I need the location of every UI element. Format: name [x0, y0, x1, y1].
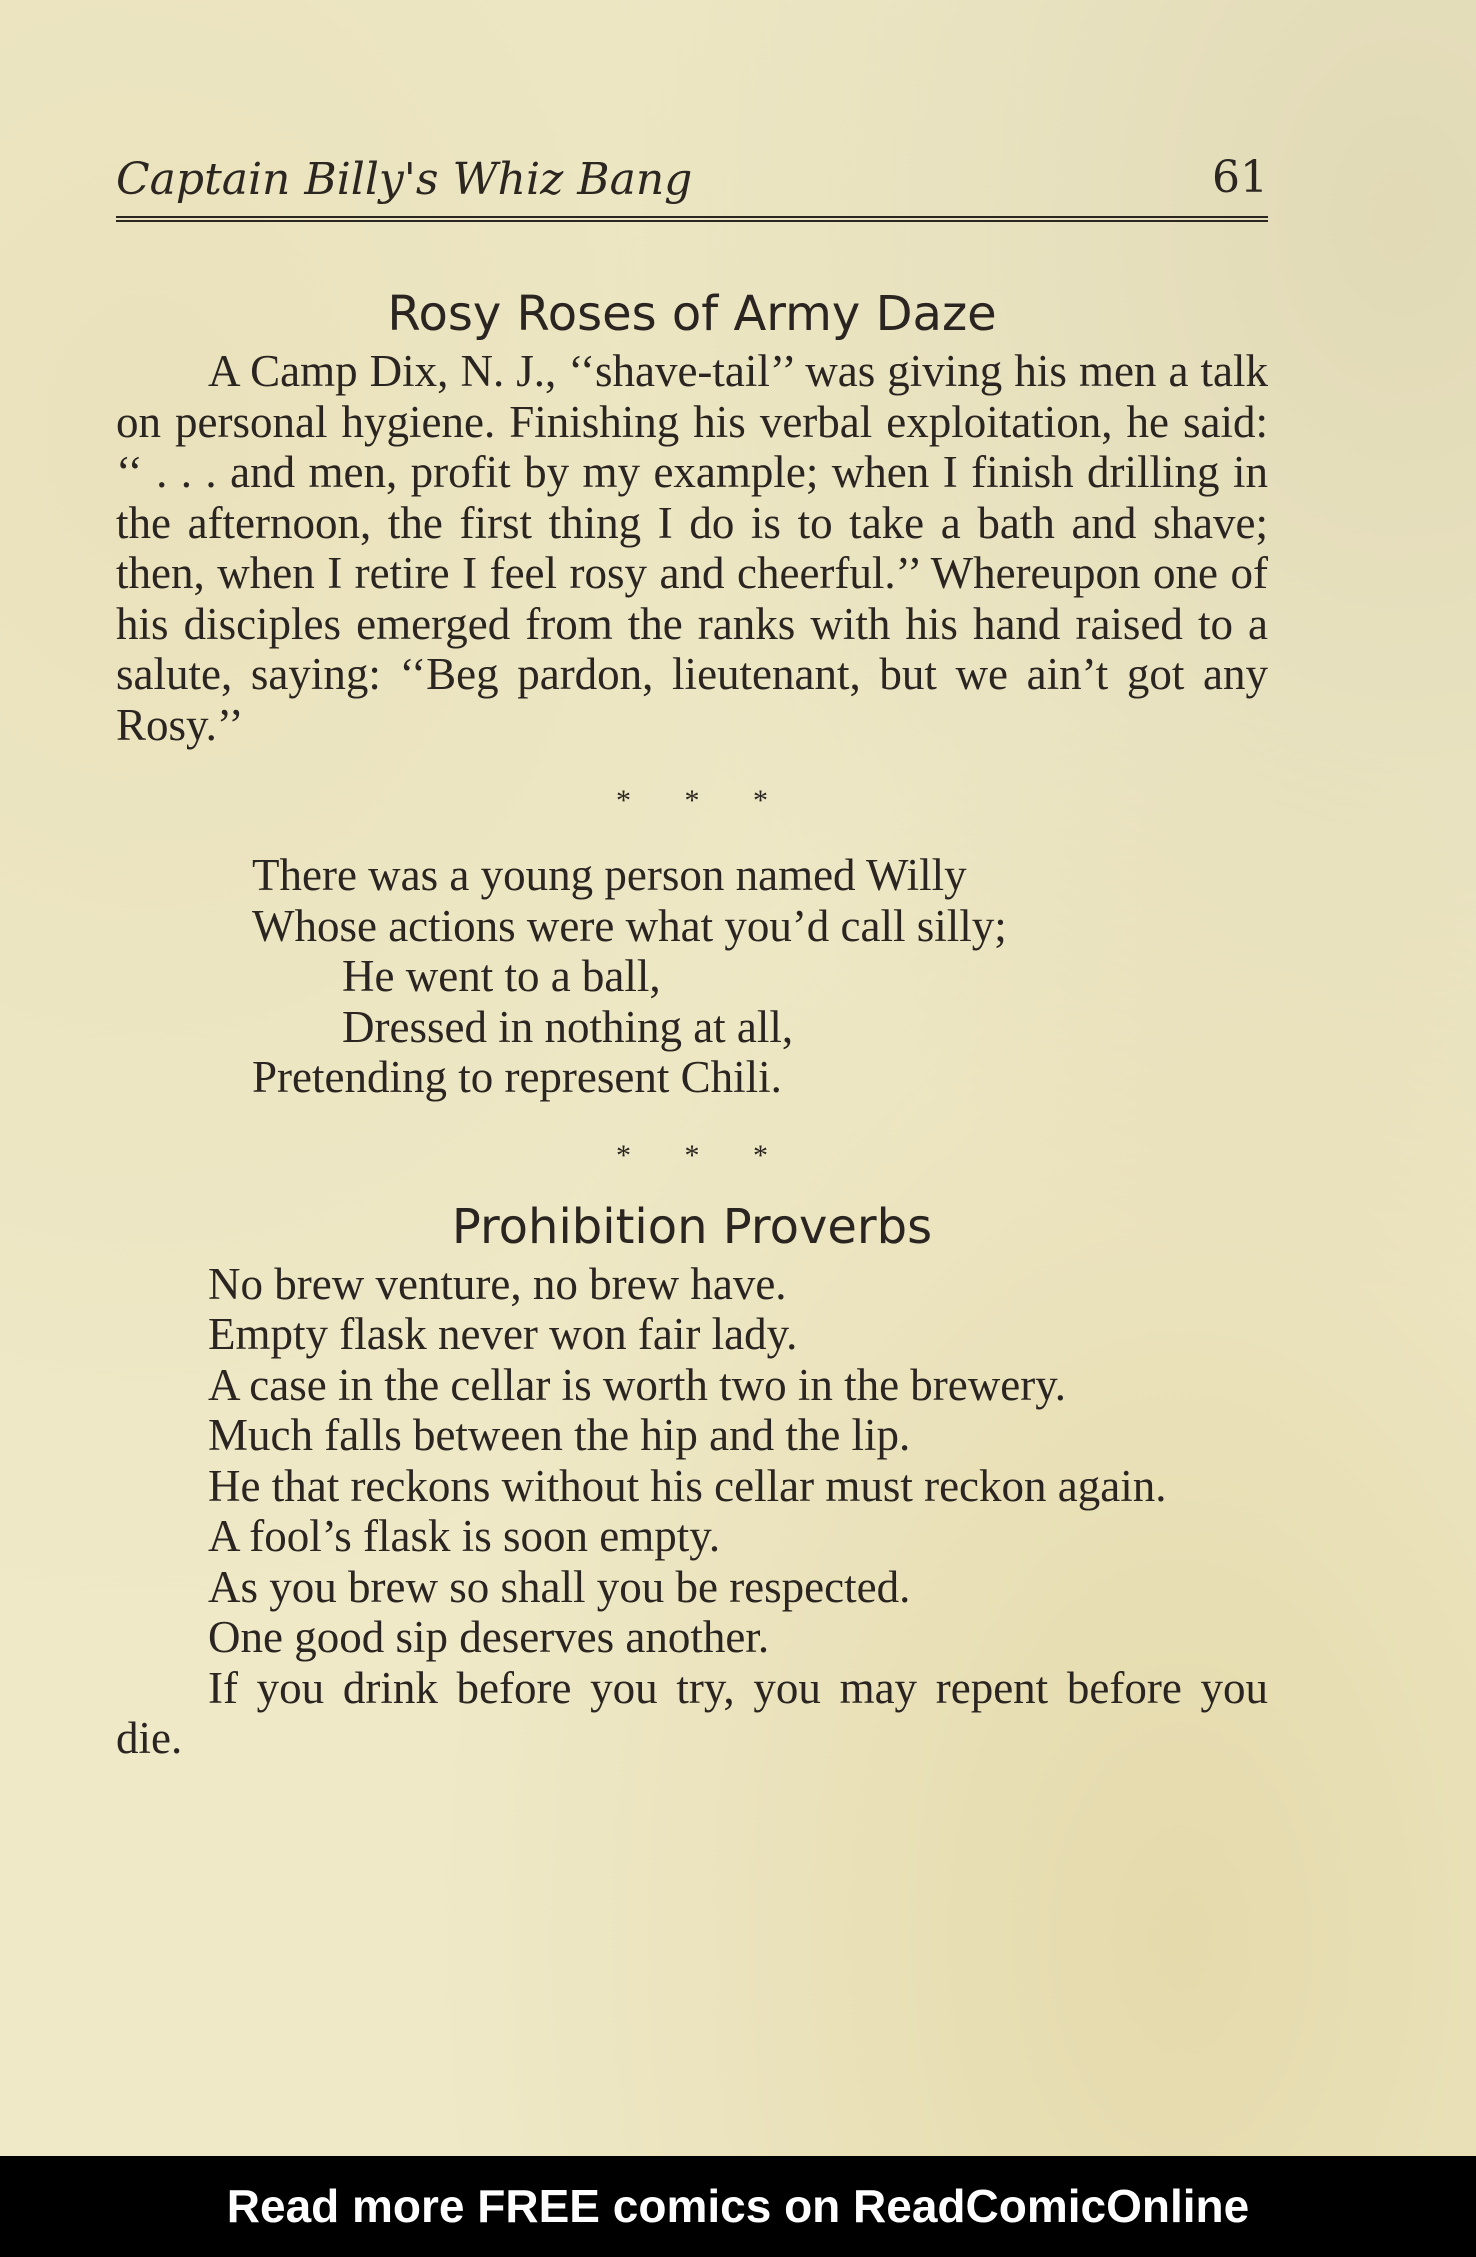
- proverb-item: A fool’s flask is soon empty.: [208, 1511, 721, 1561]
- section-separator: * * *: [616, 784, 768, 817]
- limerick-line: Dressed in nothing at all,: [342, 1001, 794, 1052]
- limerick-line: He went to a ball,: [342, 951, 661, 1001]
- proverb-item: He that reckons without his cellar must reckon again.: [208, 1460, 1167, 1511]
- proverbs-list: [116, 1259, 1268, 1764]
- proverb-item: If you drink before you try, you may repent before you die.: [116, 1662, 1268, 1763]
- proverb-item: One good sip deserves another.: [208, 1612, 770, 1662]
- limerick-line: There was a young person named Willy: [252, 850, 967, 900]
- footer-banner[interactable]: [0, 2156, 1476, 2257]
- proverb-item: A case in the cellar is worth two in the brewery.: [208, 1359, 1067, 1410]
- proverb-item: No brew venture, no brew have.: [208, 1258, 787, 1309]
- story-title: Rosy Roses of Army Daze: [387, 286, 997, 342]
- proverb-item: As you brew so shall you be respected.: [208, 1561, 911, 1612]
- proverbs-title: Prohibition Proverbs: [451, 1198, 933, 1255]
- limerick-line: Whose actions were what you’d call silly;: [252, 900, 1007, 951]
- limerick-line: Pretending to represent Chili.: [252, 1052, 782, 1102]
- proverb-item: Empty flask never won fair lady.: [208, 1309, 798, 1359]
- page-content: [116, 282, 1268, 1764]
- page-number: 61: [1212, 152, 1268, 203]
- running-header: [116, 152, 1268, 222]
- limerick: [116, 850, 1268, 1103]
- section-separator: * * *: [616, 1138, 768, 1172]
- proverb-item: Much falls between the hip and the lip.: [208, 1410, 911, 1460]
- running-title: Captain Billy's Whiz Bang: [116, 154, 693, 205]
- read-more-link[interactable]: Read more FREE comics on ReadComicOnline: [226, 2180, 1250, 2232]
- story-paragraph: A Camp Dix, N. J., ‘‘shave-tail’’ was giving his men a talk on personal hygiene. Finishing his verbal exploitation, he said: ‘‘ . . . and men, profit by my example; when I finish drilling in the afternoon, the first thing I do is to take a bath and shave; then, when I retire I feel rosy and cheerful.’’ Whereupon one of his disciples emerged from the ranks with his hand raised to a salute, saying: ‘‘Beg pardon, lieutenant, but we ain’t got any Rosy.’’: [116, 346, 1268, 750]
